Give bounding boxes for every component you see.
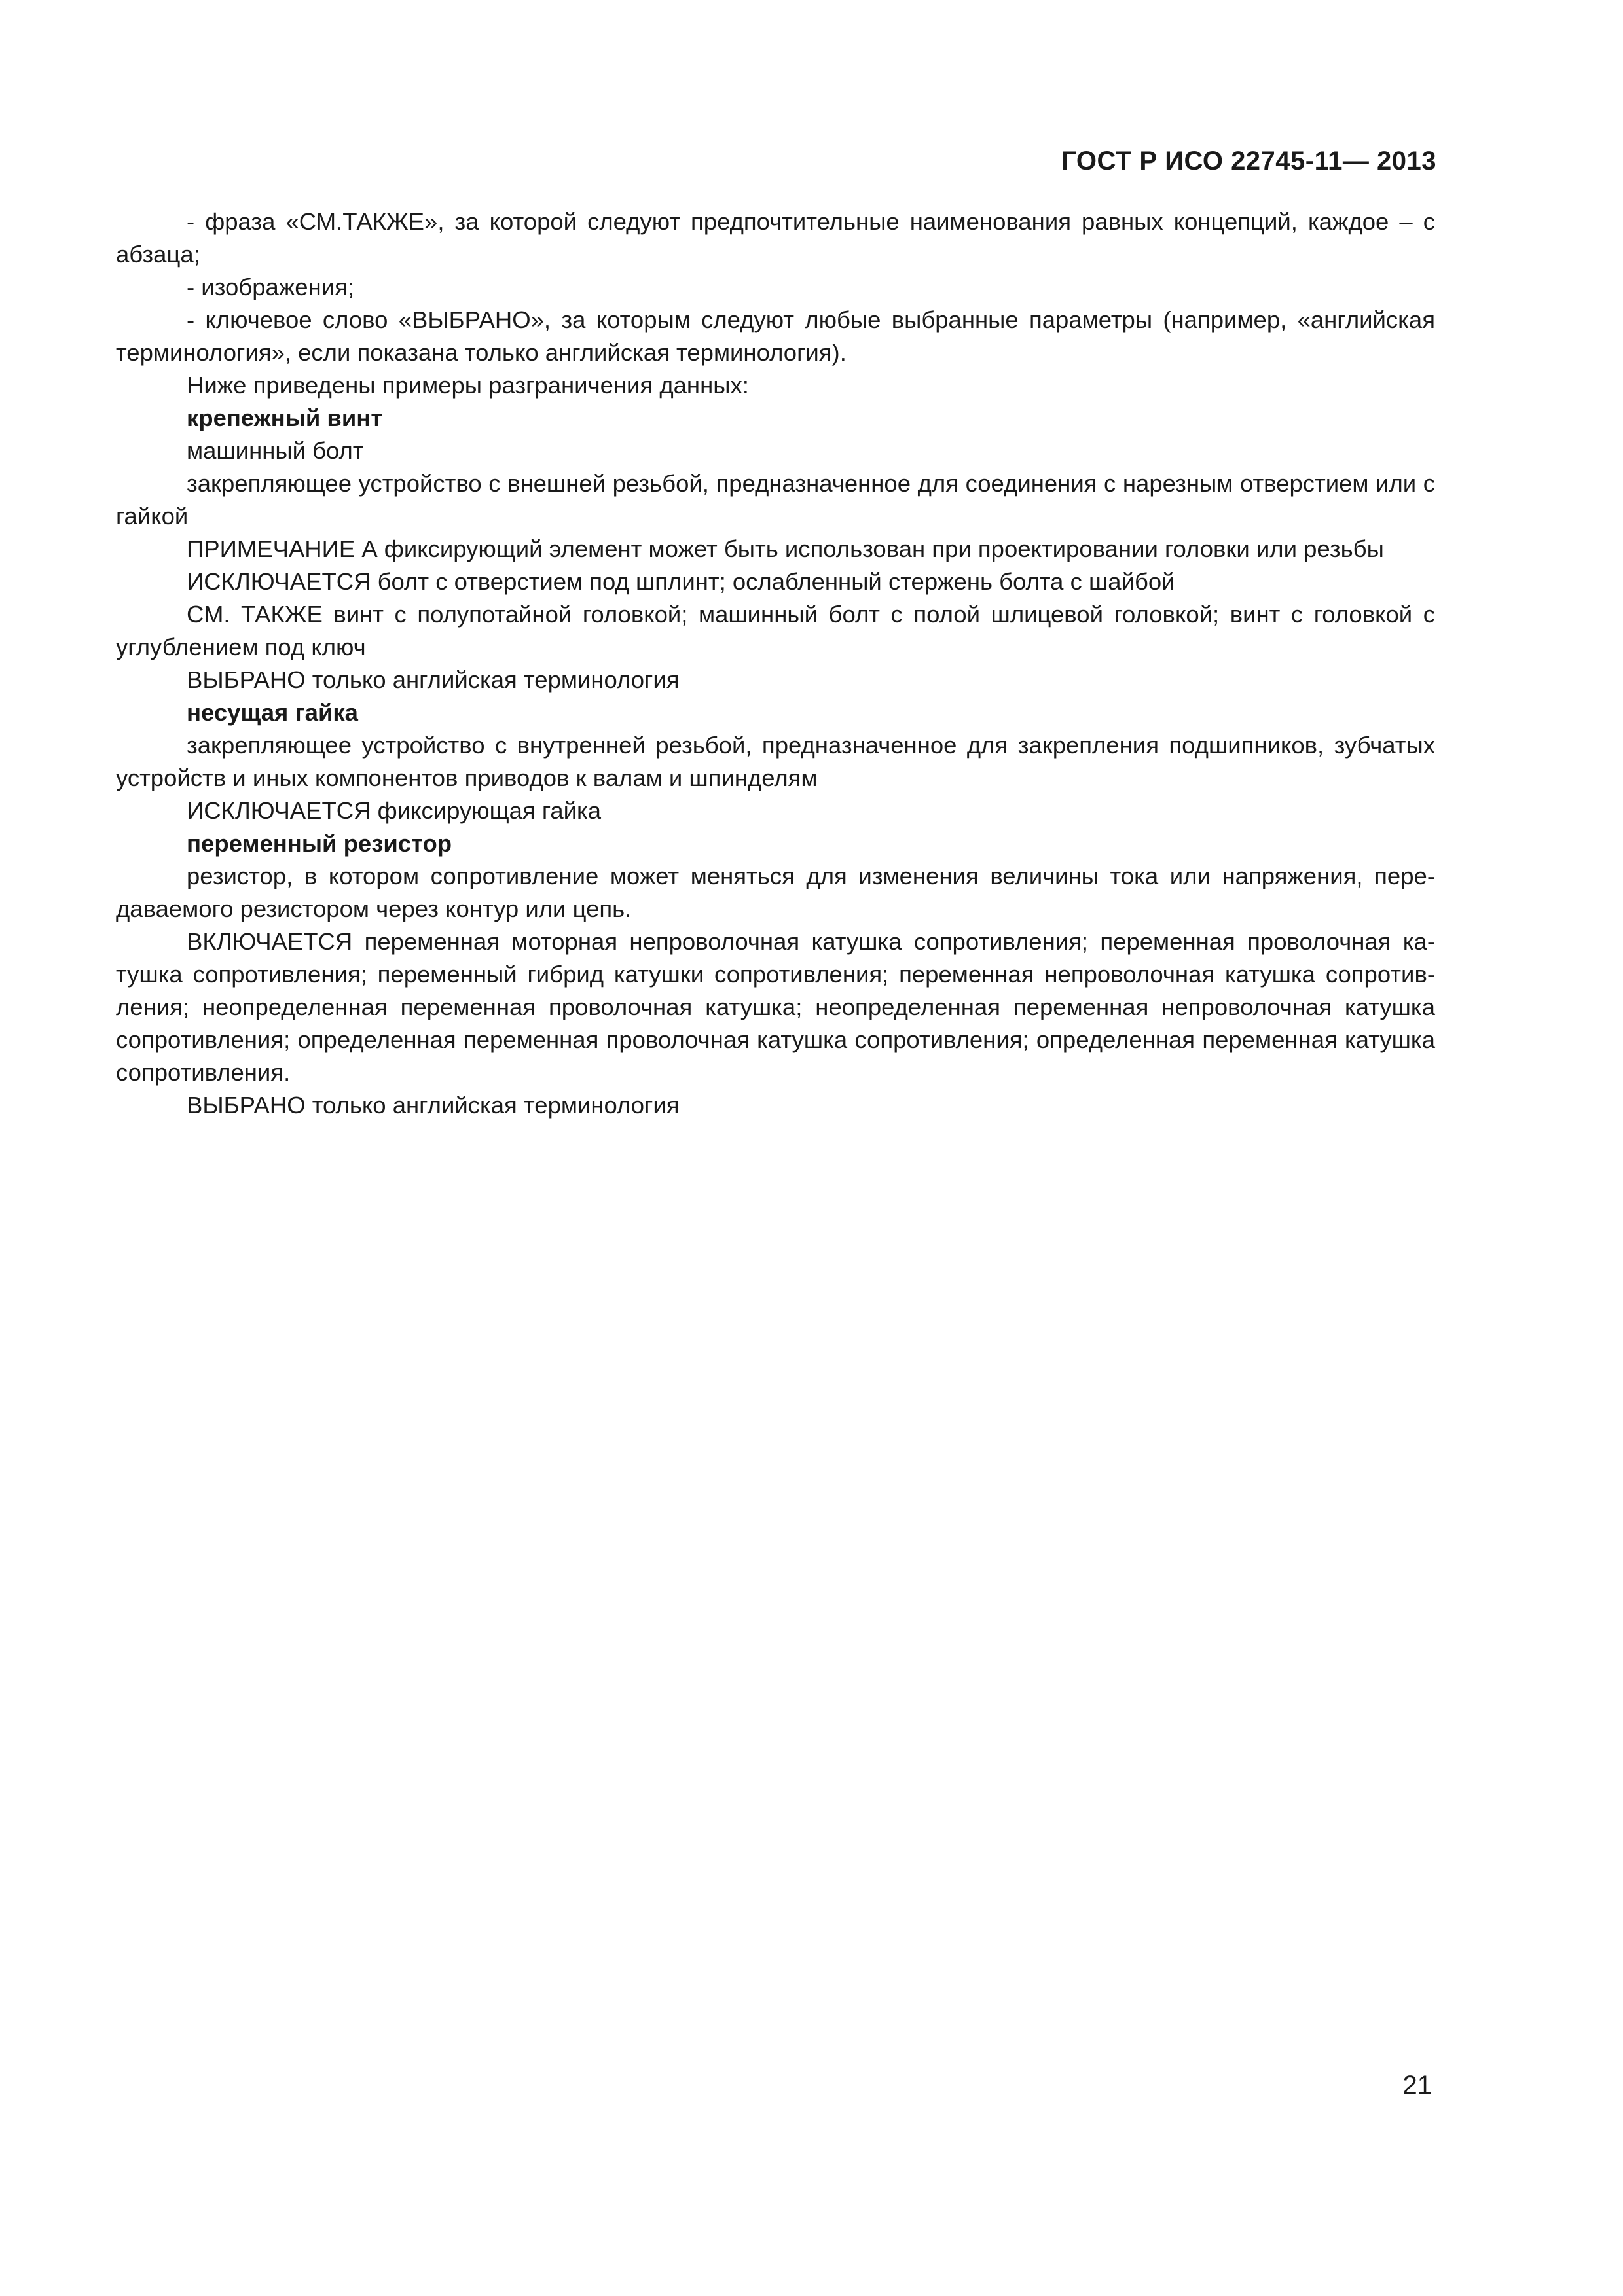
term-heading: несущая гайка	[187, 699, 358, 726]
term-heading: крепежный винт	[187, 404, 383, 431]
term-definition: закрепляющее устройство с внутренней резьбой, предназначенное для закрепления подшипников, зубчатых устройств и иных компонентов приводов к валам и шпинделям	[116, 732, 1435, 791]
term-heading: переменный резистор	[187, 830, 452, 857]
term-definition: резистор, в котором сопротивление может меняться для изменения величины тока или напряжения, передаваемого резистором через контур или цепь.	[116, 863, 1435, 922]
document-body	[116, 206, 1435, 1122]
term-selected: ВЫБРАНО только английская терминология	[187, 666, 680, 693]
term-selected: ВЫБРАНО только английская терминология	[187, 1092, 680, 1119]
term-note: ПРИМЕЧАНИЕ А фиксирующий элемент может быть использован при проектировании головки или резьбы	[187, 535, 1384, 562]
term-definition: закрепляющее устройство с внешней резьбой, предназначенное для соединения с нарезным отверстием или с гайкой	[116, 470, 1435, 529]
term-see-also: СМ. ТАКЖЕ винт с полупотайной головкой; машинный болт с полой шлицевой головкой; винт с головкой с углублением под ключ	[116, 601, 1435, 660]
page-number: 21	[1402, 2071, 1432, 2100]
list-item-see-also: - фраза «СМ.ТАКЖЕ», за которой следуют предпочтительные наименования равных концепций, каждое – с абзаца;	[116, 208, 1435, 268]
term-includes: ВКЛЮЧАЕТСЯ переменная моторная непроволочная катушка сопротивления; переменная проволочная катушка сопротивления; переменный гибрид катушки сопротивления; переменная непроволочная катушка сопротивления; неопределенная переменная проволочная катушка; неопределенная переменная непроволочная катушка сопротивления; определенная переменная проволочная катушка сопротивления; определенная переменная катушка сопротивления.	[116, 928, 1435, 1086]
term-excludes: ИСКЛЮЧАЕТСЯ болт с отверстием под шплинт; ослабленный стержень болта с шайбой	[187, 568, 1175, 595]
term-synonym: машинный болт	[187, 437, 364, 464]
list-item-images: - изображения;	[187, 274, 354, 300]
list-item-selected: - ключевое слово «ВЫБРАНО», за которым следуют любые выбранные параметры (например, «английская терминология», если показана только английская терминология).	[116, 306, 1435, 366]
term-excludes: ИСКЛЮЧАЕТСЯ фиксирующая гайка	[187, 797, 602, 824]
examples-intro: Ниже приведены примеры разграничения данных:	[187, 372, 749, 399]
document-header: ГОСТ Р ИСО 22745-11— 2013	[1061, 147, 1436, 175]
